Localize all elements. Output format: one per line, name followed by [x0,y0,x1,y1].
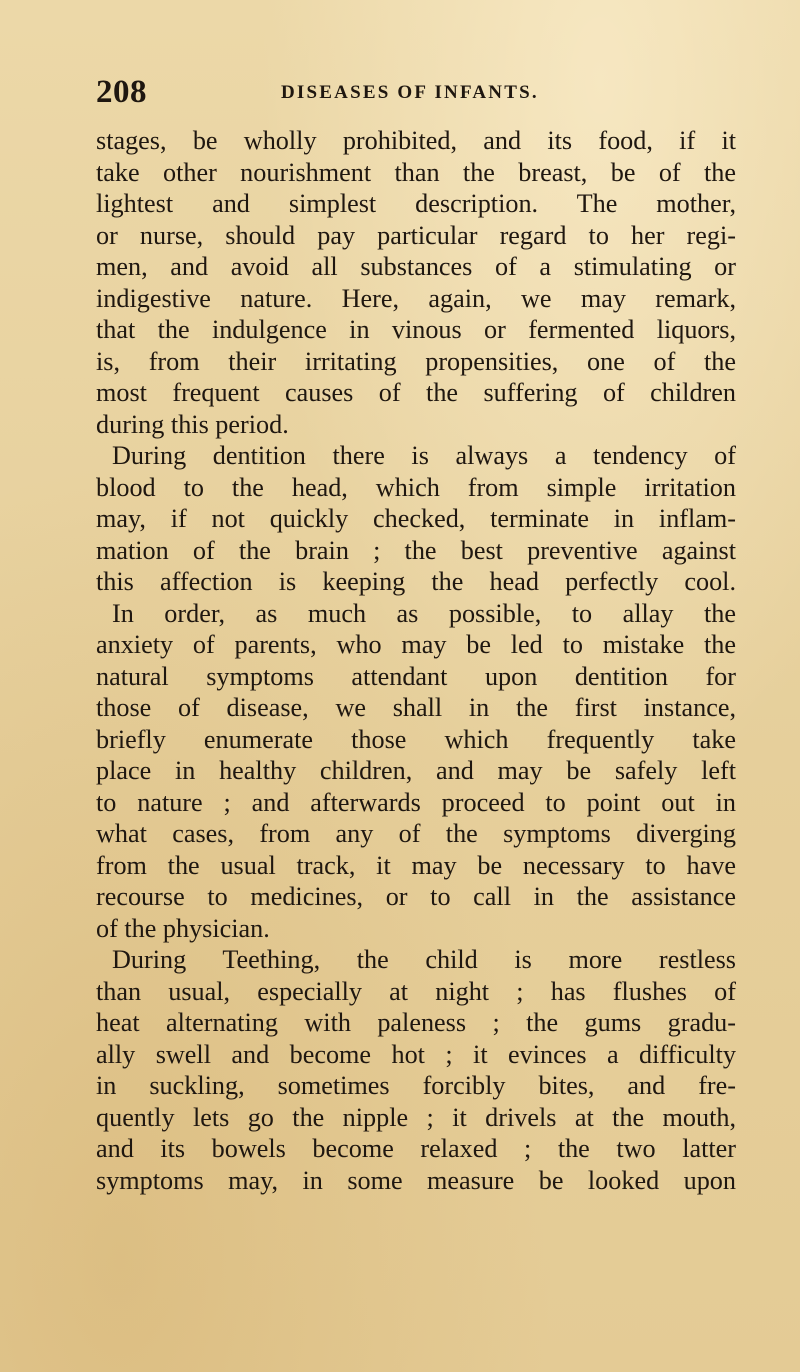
page-header [96,74,736,114]
page-number: 208 [96,74,147,110]
text-line: blood to the head, which from simple irritation [96,472,736,502]
text-line: from the usual track, it may be necessary to have [96,850,736,880]
running-head: DISEASES OF INFANTS. [281,82,539,103]
body-text [96,125,736,1196]
text-line: quently lets go the nipple ; it drivels at the mouth, [96,1102,736,1132]
text-line: to nature ; and afterwards proceed to point out in [96,787,736,817]
text-line: lightest and simplest description. The mother, [96,189,736,218]
text-line: men, and avoid all substances of a stimulating or [96,252,736,281]
text-line: most frequent causes of the suffering of children [96,378,736,407]
text-line: those of disease, we shall in the first instance, [96,693,736,722]
text-line: what cases, from any of the symptoms diverging [96,819,736,848]
text-line: mation of the brain ; the best preventive against [96,535,736,565]
paragraph-start-line: During dentition there is always a tendency of [112,441,736,470]
paragraph-start-line: In order, as much as possible, to allay the [112,598,736,628]
text-line: and its bowels become relaxed ; the two latter [96,1134,736,1163]
text-line: indigestive nature. Here, again, we may remark, [96,283,736,313]
text-line: anxiety of parents, who may be led to mistake the [96,630,736,659]
text-line: briefly enumerate those which frequently take [96,724,736,754]
text-line: symptoms may, in some measure be looked upon [96,1165,736,1195]
text-line: in suckling, sometimes forcibly bites, and fre- [96,1071,736,1100]
paragraph-end-line: this affection is keeping the head perfectly cool. [96,567,736,596]
text-line: stages, be wholly prohibited, and its food, if it [96,126,736,155]
text-line: that the indulgence in vinous or fermented liquors, [96,315,736,344]
text-line: recourse to medicines, or to call in the assistance [96,882,736,911]
text-line: ally swell and become hot ; it evinces a difficulty [96,1039,736,1069]
text-line: natural symptoms attendant upon dentition for [96,661,736,691]
paragraph-start-line: During Teething, the child is more restless [112,945,736,974]
text-line: place in healthy children, and may be safely left [96,756,736,785]
text-line: may, if not quickly checked, terminate in inflam- [96,504,736,533]
text-line: take other nourishment than the breast, be of the [96,157,736,187]
text-line: heat alternating with paleness ; the gums gradu- [96,1008,736,1037]
text-line: or nurse, should pay particular regard to her regi- [96,220,736,250]
text-line: is, from their irritating propensities, one of the [96,346,736,376]
text-line: than usual, especially at night ; has flushes of [96,976,736,1006]
paragraph-end-line: of the physician. [96,913,270,943]
paragraph-end-line: during this period. [96,409,289,439]
